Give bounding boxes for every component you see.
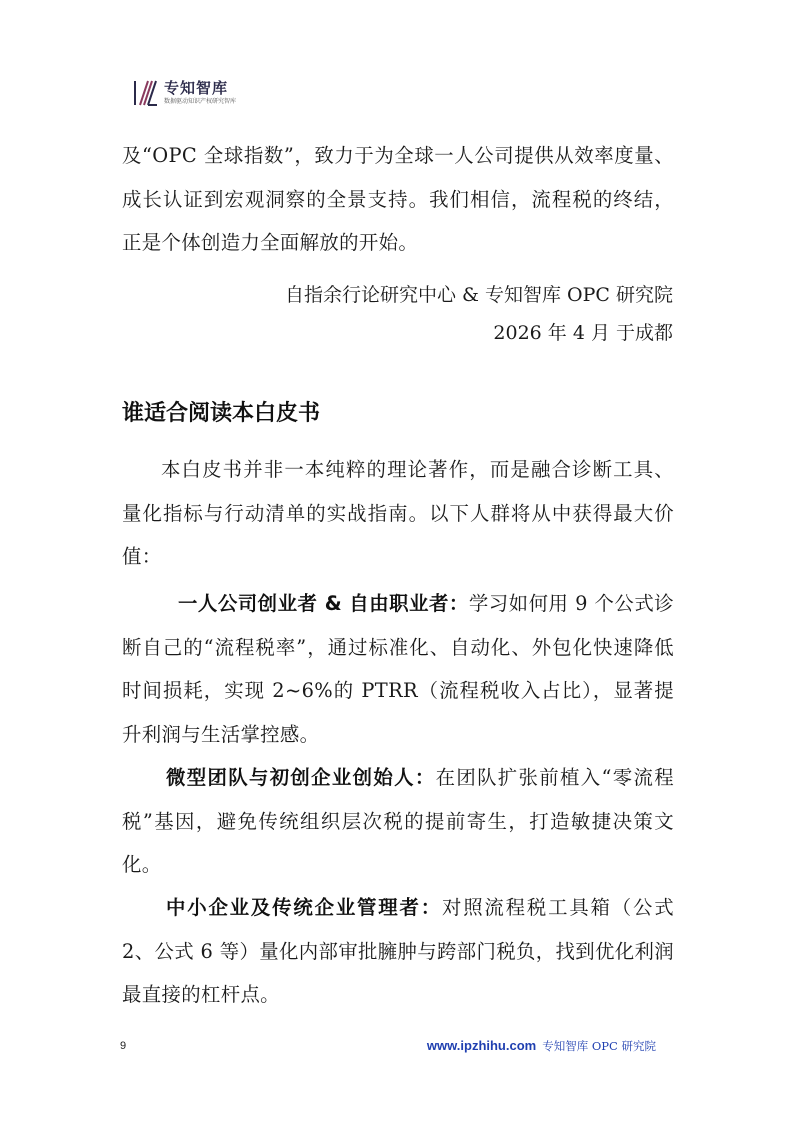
audience-lead: 一人公司创业者 & 自由职业者：: [178, 592, 469, 615]
logo: [132, 78, 236, 108]
page-number: 9: [120, 1040, 127, 1052]
audience-text: 对照流程税工具箱（公式 2、公式 6 等）量化内部审批臃肿与跨部门税负，找到优化利润最直接的杠杆点。: [122, 896, 674, 1006]
logo-subtitle: 数据驱动知识产权研究智库: [164, 98, 237, 105]
audience-text: 在团队扩张前植入“零流程税”基因，避免传统组织层次税的提前寄生，打造敏捷决策文化。: [122, 766, 674, 876]
signature-org: 自指余行论研究中心 & 专知智库 OPC 研究院: [285, 284, 673, 306]
logo-mark-icon: [132, 79, 158, 107]
footer-org: 专知智库 OPC 研究院: [542, 1039, 656, 1053]
signature-date: 2026 年 4 月 于成都: [493, 322, 673, 344]
audience-lead: 微型团队与初创企业创始人：: [166, 766, 436, 789]
section-title: 谁适合阅读本白皮书: [122, 401, 321, 426]
footer-url-link[interactable]: www.ipzhihu.com: [426, 1038, 537, 1053]
audience-text: 学习如何用 9 个公式诊断自己的“流程税率”，通过标准化、自动化、外包化快速降低时间损耗，实现 2~6%的 PTRR（流程税收入占比），显著提升利润与生活掌控感。: [122, 592, 674, 746]
audience-lead: 中小企业及传统企业管理者：: [166, 896, 442, 919]
logo-name: 专知智库: [164, 79, 229, 97]
intro-paragraph: 及“OPC 全球指数”，致力于为全球一人公司提供从效率度量、成长认证到宏观洞察的全景支持。我们相信，流程税的终结，正是个体创造力全面解放的开始。: [122, 144, 674, 254]
audience-item: [122, 582, 674, 756]
audience-item: [122, 756, 674, 887]
footer: [427, 1038, 656, 1054]
audience-item: [122, 886, 674, 1017]
section-intro: 本白皮书并非一本纯粹的理论著作，而是融合诊断工具、量化指标与行动清单的实战指南。以下人群将从中获得最大价值：: [122, 458, 674, 568]
